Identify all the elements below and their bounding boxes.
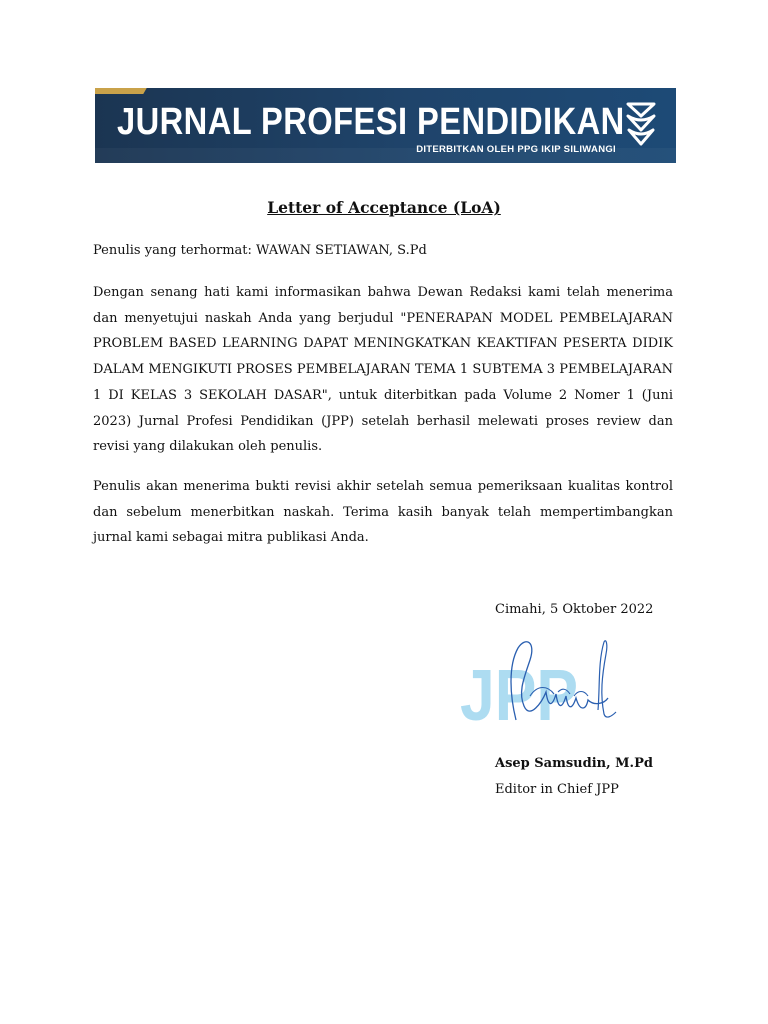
body-paragraph-acceptance: Dengan senang hati kami informasikan bahwa Dewan Redaksi kami telah menerima dan menyetujui naskah Anda yang berjudul "PENERAPAN MODEL PEMBELAJARAN PROBLEM BASED LEARNING DAPAT MENINGKATKAN KEAKTIFAN PESERTA DIDIK DALAM MENGIKUTI PROSES PEMBELAJARAN TEMA 1 SUBTEMA 3 PEMBELAJARAN 1 DI KELAS 3 SEKOLAH DASAR", untuk diterbitkan pada Volume 2 Nomer 1 (Juni 2023) Jurnal Profesi Pendidikan (JPP) setelah berhasil melewati proses review dan revisi yang dilakukan oleh penulis. [93, 285, 673, 455]
publisher-line: DITERBITKAN OLEH PPG IKIP SILIWANGI [416, 144, 616, 155]
jpp-chevron-logo-icon [626, 102, 656, 146]
signer-role: Editor in Chief JPP [495, 782, 619, 797]
jpp-stamp: JPP [460, 656, 578, 728]
body-paragraph-proof: Penulis akan menerima bukti revisi akhir setelah semua pemeriksaan kualitas kontrol dan sebelum menerbitkan naskah. Terima kasih banyak telah mempertimbangkan jurnal kami sebagai mitra publikasi Anda. [93, 479, 673, 546]
signature-flourish [598, 641, 616, 717]
letter-title: Letter of Acceptance (LoA) [267, 198, 501, 217]
journal-name: JURNAL PROFESI PENDIDIKAN [117, 101, 625, 143]
signer-name: Asep Samsudin, M.Pd [495, 756, 653, 771]
addressee-line: Penulis yang terhormat: WAWAN SETIAWAN, S.Pd [93, 243, 427, 258]
editor-signature [458, 636, 618, 728]
banner-accent-stripe [95, 88, 147, 94]
journal-banner [95, 88, 676, 163]
place-and-date: Cimahi, 5 Oktober 2022 [495, 602, 654, 617]
